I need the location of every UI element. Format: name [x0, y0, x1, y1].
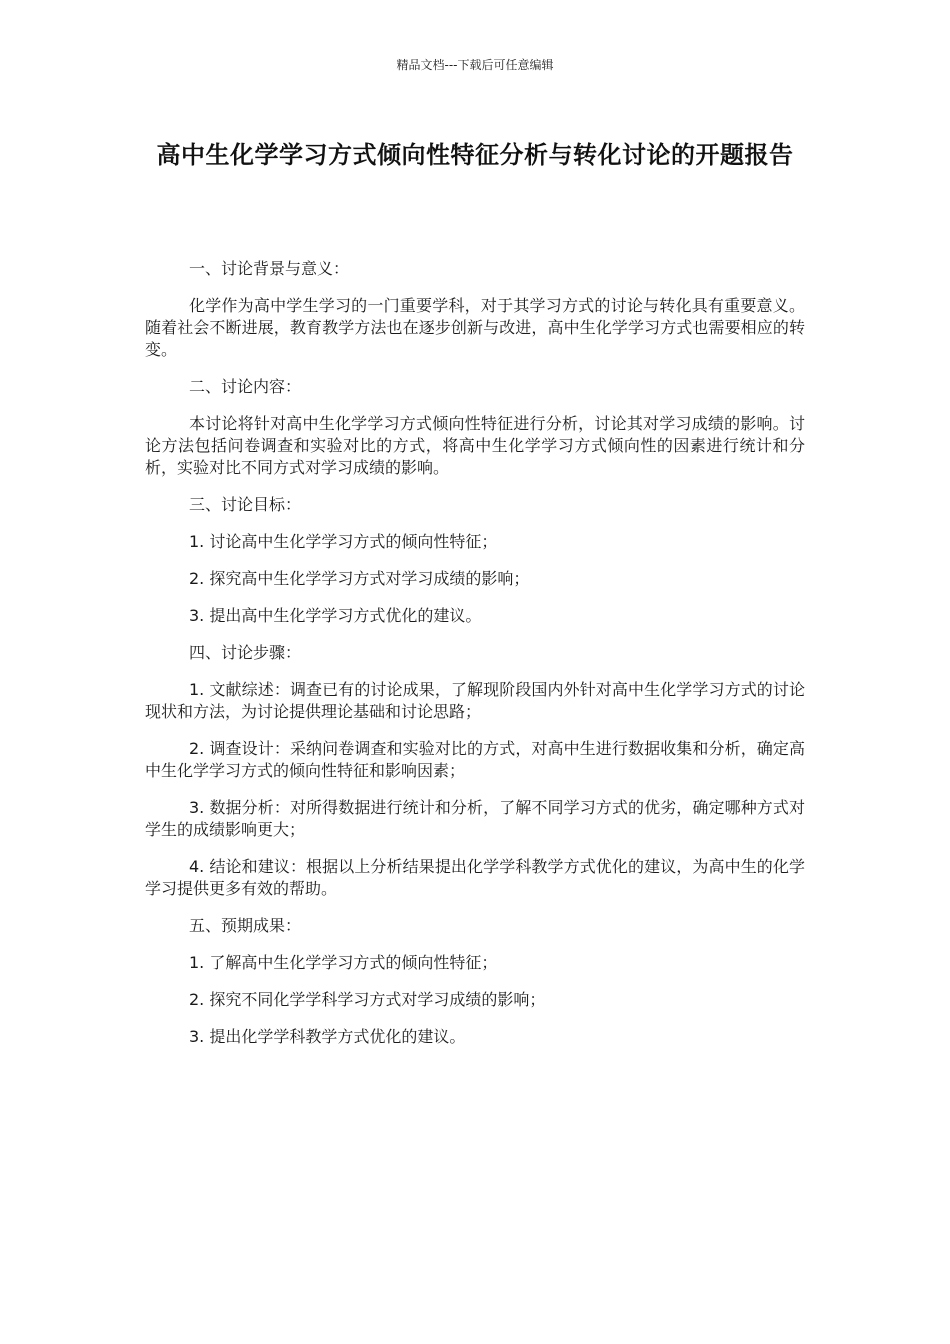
- section-heading-outcomes: 五、预期成果：: [189, 916, 302, 935]
- paragraph-content: 本讨论将针对高中生化学学习方式倾向性特征进行分析，讨论其对学习成绩的影响。讨论方法包括问卷调查和实验对比的方式，将高中生化学学习方式倾向性的因素进行统计和分析，实验对比不同方式对学习成绩的影响。: [145, 414, 805, 477]
- document-body: [145, 258, 805, 1063]
- outcome-item: 1. 了解高中生化学学习方式的倾向性特征；: [189, 953, 498, 972]
- step-item: 2. 调查设计：采纳问卷调查和实验对比的方式，对高中生进行数据收集和分析，确定高中生化学学习方式的倾向性特征和影响因素；: [145, 739, 805, 780]
- document-title: 高中生化学学习方式倾向性特征分析与转化讨论的开题报告: [156, 141, 794, 169]
- step-item: 3. 数据分析：对所得数据进行统计和分析，了解不同学习方式的优劣，确定哪种方式对学生的成绩影响更大；: [145, 798, 805, 839]
- outcome-item: 2. 探究不同化学学科学习方式对学习成绩的影响；: [189, 990, 546, 1009]
- outcome-item: 3. 提出化学学科教学方式优化的建议。: [189, 1027, 466, 1046]
- goal-item: 2. 探究高中生化学学习方式对学习成绩的影响；: [189, 569, 530, 588]
- section-heading-background: 一、讨论背景与意义：: [189, 259, 350, 278]
- header-note: 精品文档---下载后可任意编辑: [396, 58, 554, 72]
- goal-item: 3. 提出高中生化学学习方式优化的建议。: [189, 606, 482, 625]
- step-item: 1. 文献综述：调查已有的讨论成果，了解现阶段国内外针对高中生化学学习方式的讨论现状和方法，为讨论提供理论基础和讨论思路；: [145, 680, 805, 721]
- goal-item: 1. 讨论高中生化学学习方式的倾向性特征；: [189, 532, 498, 551]
- section-heading-content: 二、讨论内容：: [189, 377, 302, 396]
- section-heading-steps: 四、讨论步骤：: [189, 643, 302, 662]
- step-item: 4. 结论和建议：根据以上分析结果提出化学学科教学方式优化的建议，为高中生的化学学习提供更多有效的帮助。: [145, 857, 805, 898]
- paragraph-background: 化学作为高中学生学习的一门重要学科，对于其学习方式的讨论与转化具有重要意义。随着社会不断进展，教育教学方法也在逐步创新与改进，高中生化学学习方式也需要相应的转变。: [145, 296, 805, 359]
- section-heading-goals: 三、讨论目标：: [189, 495, 302, 514]
